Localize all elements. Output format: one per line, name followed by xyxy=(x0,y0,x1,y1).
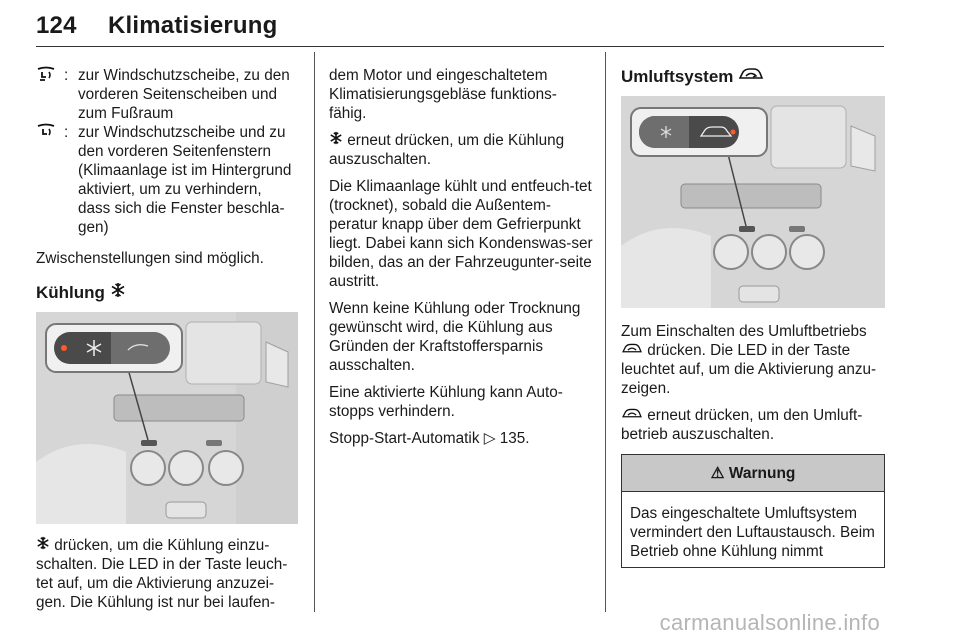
middle-column xyxy=(329,66,593,456)
page-number: 124 xyxy=(36,12,77,39)
warning-box xyxy=(621,454,885,568)
intermediate-text: Zwischenstellungen sind möglich. xyxy=(36,250,264,267)
windshield-icon xyxy=(36,123,64,237)
arrow-right-icon: ▷ xyxy=(483,430,496,447)
page-header xyxy=(36,12,278,40)
recirculation-illustration xyxy=(621,96,885,308)
warning-triangle-icon: ⚠ xyxy=(710,465,725,482)
cooling-heading: Kühlung xyxy=(36,282,298,302)
snowflake-icon xyxy=(110,282,126,298)
paragraph: Wenn keine Kühlung oder Trocknung gewünscht wird, die Kühlung aus Gründen der Kraftstoffersparnis ausschalten. xyxy=(329,300,581,374)
left-column xyxy=(36,66,298,620)
watermark: carmanualsonline.info xyxy=(659,610,880,635)
paragraph: Die Klimaanlage kühlt und entfeuch-tet (trocknet), sobald die Außentem-peratur knapp über dem Gefrierpunkt liegt. Dabei kann sich Kondenswas-ser bilden, das an der Fahrzeugunter-seite austritt. xyxy=(329,178,593,290)
paragraph: dem Motor und eingeschaltetem Klimatisierungsgebläse funktions-fähig. xyxy=(329,67,557,122)
warning-text: Das eingeschaltete Umluftsystem vermindert den Luftaustausch. Beim Betrieb ohne Kühlung nimmt xyxy=(630,505,875,560)
header-rule xyxy=(36,46,884,47)
recirculation-icon xyxy=(738,66,764,82)
snowflake-icon xyxy=(36,536,50,550)
warning-header: ⚠ Warnung xyxy=(622,455,884,492)
cooling-text: drücken, um die Kühlung einzu-schalten. Die LED in der Taste leuch-tet auf, um die Aktivierung anzuzei-gen. Die Kühlung ist nur bei laufen- xyxy=(36,537,288,611)
cross-reference[interactable]: Stopp-Start-Automatik ▷ 135. xyxy=(329,430,530,447)
cooling-illustration xyxy=(36,312,298,524)
column-divider-2 xyxy=(605,52,606,612)
snowflake-icon xyxy=(329,131,343,145)
right-column xyxy=(621,66,885,568)
recirculation-icon xyxy=(621,407,643,420)
paragraph: erneut drücken, um die Kühlung auszuschalten. xyxy=(329,132,565,168)
paragraph: erneut drücken, um den Umluft-betrieb auszuschalten. xyxy=(621,407,863,443)
recirculation-icon xyxy=(621,342,643,355)
column-divider-1 xyxy=(314,52,315,612)
recirculation-heading: Umluftsystem xyxy=(621,66,885,86)
page-title: Klimatisierung xyxy=(108,12,278,39)
paragraph: Eine aktivierte Kühlung kann Auto-stopps verhindern. xyxy=(329,384,563,420)
def-item: : zur Windschutzscheibe, zu den vorderen Seitenscheiben und zum Fußraum xyxy=(36,66,298,123)
windshield-footwell-icon xyxy=(36,66,64,123)
def-item: : zur Windschutzscheibe und zu den vorderen Seitenfenstern (Klimaanlage ist im Hintergrund aktiviert, um zu verhindern, dass sich die Fenster beschla-gen) xyxy=(36,123,298,237)
paragraph: Zum Einschalten des Umluftbetriebs drücken. Die LED in der Taste leuchtet auf, um die Aktivierung anzu-zeigen. xyxy=(621,323,877,397)
